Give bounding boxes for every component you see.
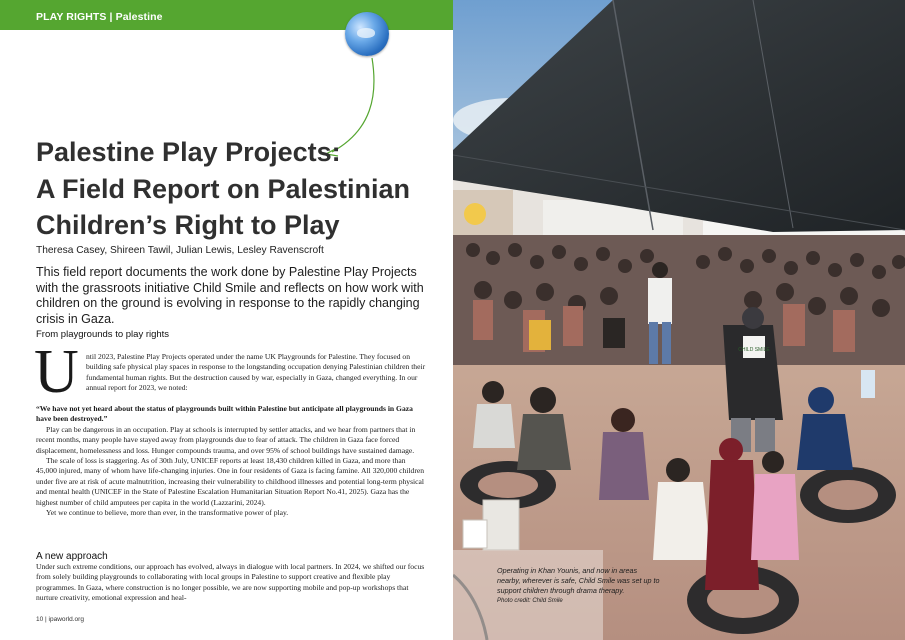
body-main	[36, 404, 428, 518]
paragraph-1: ntil 2023, Palestine Play Projects operated under the name UK Playgrounds for Palestine. They focused on building safe physical play spaces in response to the longstanding occupation denying Palestinian children their fundamental human rights. But the destruction caused by war, especially in Gaza, changed everything. In our annual report for 2023, we noted:	[86, 352, 426, 393]
title-line-3: Children’s Right to Play	[36, 210, 340, 240]
paragraph-5: Under such extreme conditions, our approach has evolved, always in dialogue with local partners. In 2024, we shifted our focus from solely building playgrounds to collaborating with local groups in Palestine to support creative and flexible play programmes. In Gaza, where construction is no longer possible, we are now supporting mobile and pop-up workshops that nurture creativity, emotional expression and heal-	[36, 562, 425, 603]
vest-logo-text: CHILD SMILE	[738, 347, 770, 353]
authors: Theresa Casey, Shireen Tawil, Julian Lewis, Lesley Ravenscroft	[36, 245, 324, 256]
subhead-new-approach: A new approach	[36, 551, 108, 562]
title-line-1: Palestine Play Projects:	[36, 137, 341, 167]
standfirst: This field report documents the work done by Palestine Play Projects with the grassroots initiative Child Smile and reflects on how work with children on the ground is evolving in response to the rapidly changing crisis in Gaza.	[36, 265, 424, 326]
page-folio: 10 | ipaworld.org	[36, 616, 84, 623]
paragraph-4: Yet we continue to believe, more than ever, in the transformative power of play.	[46, 508, 289, 518]
photo-credit: Photo credit: Child Smile	[497, 598, 563, 605]
pull-quote: “We have not yet heard about the status of playgrounds built within Palestine but anticipate all playgrounds in Gaza have been destroyed.”	[36, 404, 413, 424]
section-label: PLAY RIGHTS | Palestine	[36, 11, 163, 23]
body-intro	[86, 352, 426, 394]
drop-cap: U	[34, 338, 79, 406]
title-line-2: A Field Report on Palestinian	[36, 173, 411, 204]
body-approach	[36, 562, 428, 604]
photo-caption	[497, 566, 662, 607]
caption-text: Operating in Khan Younis, and now in areas nearby, wherever is safe, Child Smile was set up to support children through drama therapy.	[497, 566, 660, 595]
paragraph-2: Play can be dangerous in an occupation. Play at schools is interrupted by settler attacks, and we hear from partners that in recent months, many people have stayed away from playgrounds due to fear of attack. The children in Gaza face forced displacement, homelessness and loss. Hunger compounds trauma, and over 95% of school buildings have sustained damage.	[36, 424, 416, 455]
article-title	[36, 134, 436, 244]
globe-icon	[345, 12, 389, 56]
photo-children-workshop	[453, 0, 905, 640]
subhead-playgrounds: From playgrounds to play rights	[36, 329, 170, 340]
photo-illustration	[453, 0, 905, 640]
paragraph-3: The scale of loss is staggering. As of 30th July, UNICEF reports at least 18,430 children killed in Gaza, and more than 45,000 injured, many of whom have life-changing injuries. One in four residents of Gaza is facing famine. All 320,000 children under five are at risk of acute malnutrition, increasing their vulnerability to childhood illnesses and potential long-term physical and mental health (UNICEF in the State of Palestine Escalation Humanitarian Situation Report No.41, 2025). Gaza has the highest number of child amputees per capita in the world (Lazzarini, 2024).	[36, 456, 425, 507]
